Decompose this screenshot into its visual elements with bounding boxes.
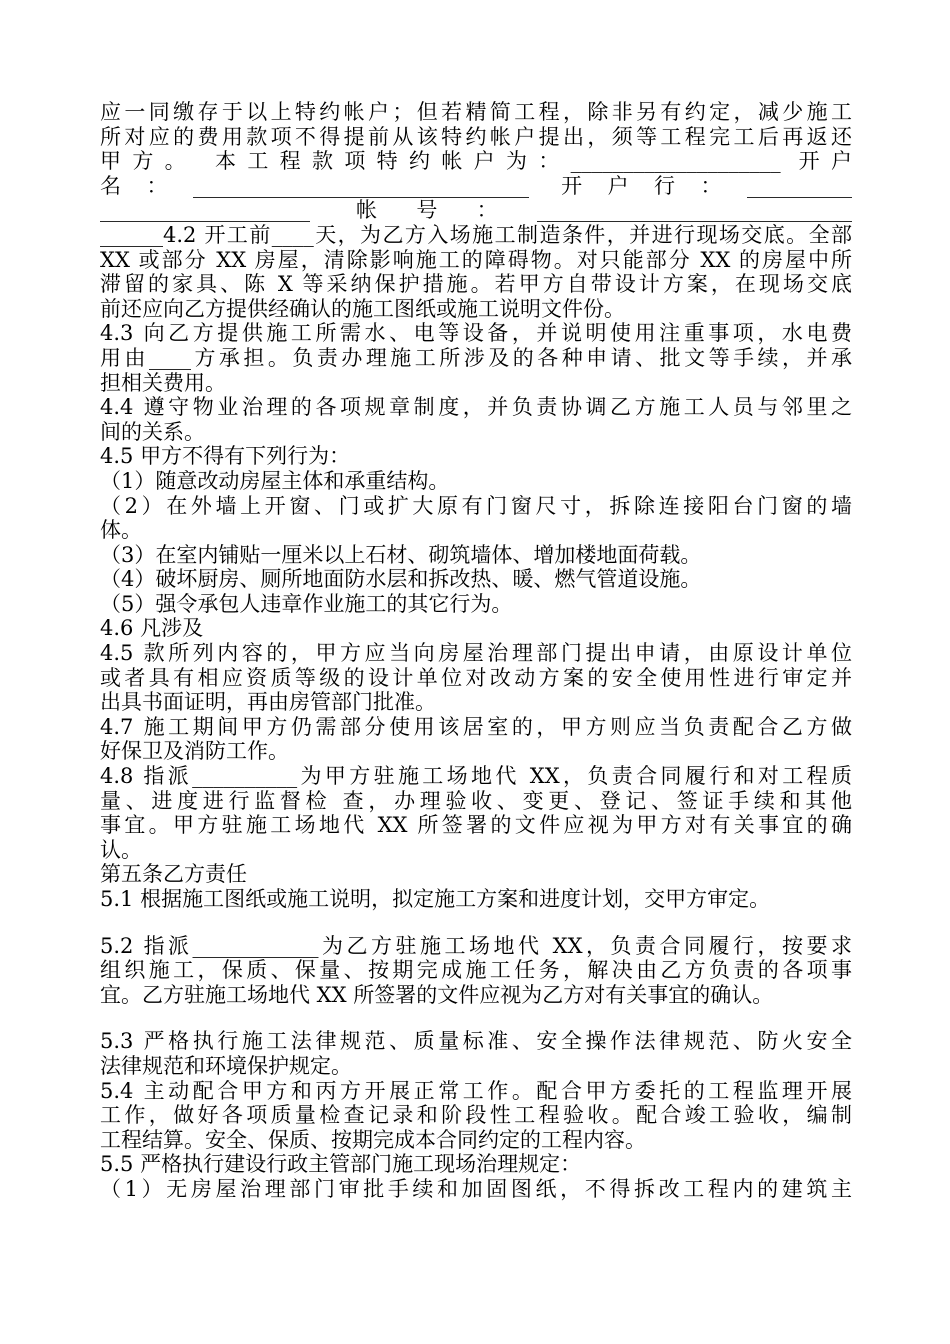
text-line: 体。 [100, 518, 142, 543]
text-line: 或者具有相应资质等级的设计单位对改动方案的安全使用性进行审定并 [100, 665, 852, 690]
blank-line [100, 912, 852, 934]
text-line: 好保卫及消防工作。 [100, 739, 289, 764]
text-line: 间的关系。 [100, 419, 205, 444]
text-line: 应一同缴存于以上特约帐户；但若精简工程，除非另有约定，减少施工 [100, 100, 852, 124]
text-line: 4.8 指派__________为甲方驻施工场地代 XX，负责合同履行和对工程质 [100, 764, 852, 789]
section-heading: 第五条乙方责任 [100, 862, 247, 887]
text-line: 甲方。 本工程款项特约帐户为：____________________ 开户 [100, 149, 852, 174]
text-line: 4.5 款所列内容的，甲方应当向房屋治理部门提出申请，由原设计单位 [100, 641, 852, 666]
text-line: 4.3 向乙方提供施工所需水、电等设备，并说明使用注重事项，水电费 [100, 321, 852, 346]
text-line: 5.3 严格执行施工法律规范、质量标准、安全操作法律规范、防火安全 [100, 1029, 852, 1054]
text-line: 宜。乙方驻施工场地代 XX 所签署的文件应视为乙方对有关事宜的确认。 [100, 982, 774, 1007]
text-line: 5.4 主动配合甲方和丙方开展正常工作。配合甲方委托的工程监理开展 [100, 1078, 852, 1103]
text-line: 5.1 根据施工图纸或施工说明，拟定施工方案和进度计划，交甲方审定。 [100, 887, 771, 911]
text-line: 4.6 凡涉及 [100, 616, 204, 641]
text-line: （3）在室内铺贴一厘米以上石材、砌筑墙体、增加楼地面荷载。 [100, 542, 702, 567]
document-page [100, 100, 852, 1202]
text-line: 4.4 遵守物业治理的各项规章制度，并负责协调乙方施工人员与邻里之 [100, 395, 852, 420]
text-line: （2）在外墙上开窗、门或扩大原有门窗尺寸，拆除连接阳台门窗的墙 [100, 493, 852, 518]
text-line: 事宜。甲方驻施工场地代 XX 所签署的文件应视为甲方对有关事宜的确 [100, 813, 852, 838]
text-line: （4）破坏厨房、厕所地面防水层和拆改热、暖、燃气管道设施。 [100, 567, 702, 592]
text-line: 4.7 施工期间甲方仍需部分使用该居室的，甲方则应当负责配合乙方做 [100, 714, 852, 739]
text-line: 组织施工，保质、保量、按期完成施工任务，解决由乙方负责的各项事 [100, 958, 852, 983]
text-line: ____________________ 帐号：______________________________ [100, 198, 852, 223]
text-line: （1）随意改动房屋主体和承重结构。 [100, 468, 450, 493]
text-line: （5）强令承包人违章作业施工的其它行为。 [100, 591, 513, 616]
text-line: XX 或部分 XX 房屋，清除影响施工的障碍物。对只能部分 XX 的房屋中所 [100, 247, 852, 272]
text-line: 出具书面证明，再由房管部门批准。 [100, 690, 436, 715]
text-line: 名：________________________________ 开户行：__________ [100, 173, 852, 198]
text-line: 量、进度进行监督检 查，办理验收、变更、登记、签证手续和其他 [100, 788, 852, 813]
text-line: 5.5 严格执行建设行政主管部门施工现场治理规定： [100, 1152, 582, 1177]
text-line: 工作，做好各项质量检查记录和阶段性工程验收。配合竣工验收，编制 [100, 1103, 852, 1128]
text-line: 滞留的家具、陈 X 等采纳保护措施。若甲方自带设计方案，在现场交底 [100, 272, 852, 297]
text-line: 认。 [100, 837, 142, 862]
text-line: 担相关费用。 [100, 370, 226, 395]
text-line: ______4.2 开工前____天，为乙方入场施工制造条件，并进行现场交底。全部 [100, 222, 852, 247]
text-line: 工程结算。安全、保质、按期完成本合同约定的工程内容。 [100, 1127, 646, 1152]
text-line: 4.5 甲方不得有下列行为： [100, 444, 351, 469]
blank-line [100, 1007, 852, 1029]
text-line: 用由____方承担。负责办理施工所涉及的各种申请、批文等手续，并承 [100, 345, 852, 370]
text-line: 5.2 指派____________为乙方驻施工场地代 XX，负责合同履行，按要求 [100, 933, 852, 958]
text-line: （1）无房屋治理部门审批手续和加固图纸，不得拆改工程内的建筑主 [100, 1176, 852, 1201]
text-line: 所对应的费用款项不得提前从该特约帐户提出，须等工程完工后再返还 [100, 124, 852, 149]
text-line: 前还应向乙方提供经确认的施工图纸或施工说明文件份。 [100, 296, 625, 321]
text-line: 法律规范和环境保护规定。 [100, 1053, 352, 1078]
